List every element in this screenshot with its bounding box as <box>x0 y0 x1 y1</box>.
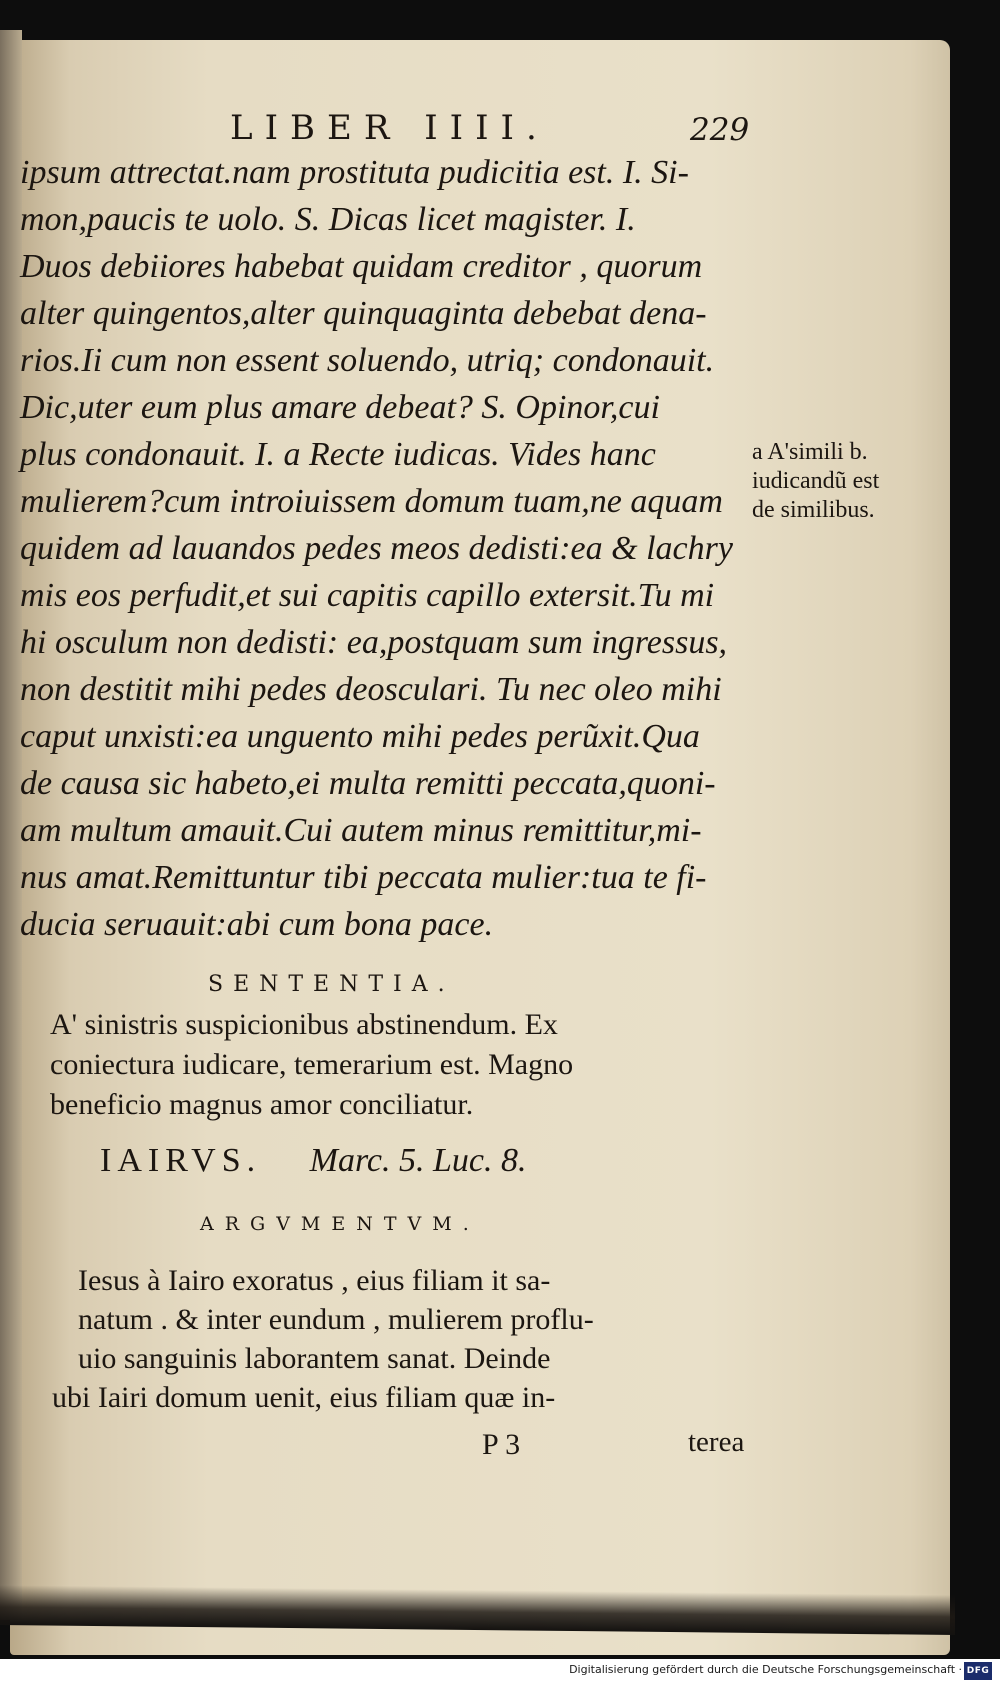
text-line: caput unxisti:ea unguento mihi pedes perũxit.Qua <box>20 718 700 755</box>
folio-number: 229 <box>690 112 750 148</box>
margin-note-line: de similibus. <box>752 497 875 523</box>
sententia-line: coniectura iudicare, temerarium est. Magno <box>50 1048 574 1081</box>
argumentum-heading: ARGVMENTVM. <box>200 1213 480 1235</box>
argumentum-line: Iesus à Iairo exoratus , eius filiam it sa- <box>78 1264 551 1297</box>
text-line: Duos debiiores habebat quidam creditor , quorum <box>20 248 703 285</box>
argumentum-line: uio sanguinis laborantem sanat. Deinde <box>78 1342 551 1375</box>
text-line: quidem ad lauandos pedes meos dedisti:ea & lachry <box>20 530 733 567</box>
running-head: LIBER IIII. <box>230 108 549 148</box>
chapter-heading <box>100 1142 527 1180</box>
margin-note-line: iudicandũ est <box>752 468 880 494</box>
chapter-reference: Marc. 5. Luc. 8. <box>309 1142 527 1179</box>
text-line: hi osculum non dedisti: ea,postquam sum ingressus, <box>20 624 728 661</box>
argumentum-line: ubi Iairi domum uenit, eius filiam quæ in- <box>52 1381 556 1414</box>
argumentum-line: natum . & inter eundum , mulierem proflu- <box>78 1303 594 1336</box>
chapter-title: IAIRVS. <box>100 1142 262 1179</box>
text-line: ducia seruauit:abi cum bona pace. <box>20 906 494 943</box>
text-line: ipsum attrectat.nam prostituta pudicitia est. I. Si- <box>20 154 689 191</box>
footer-credit: Digitalisierung gefördert durch die Deutsche Forschungsgemeinschaft · <box>569 1663 962 1676</box>
text-line: mon,paucis te uolo. S. Dicas licet magister. I. <box>20 201 636 238</box>
margin-note-line: a A'simili b. <box>752 439 868 465</box>
dfg-logo-icon: DFG <box>964 1662 992 1680</box>
text-line: rios.Ii cum non essent soluendo, utriq; condonauit. <box>20 342 715 379</box>
text-line: Dic,uter eum plus amare debeat? S. Opinor,cui <box>20 389 660 426</box>
text-line: de causa sic habeto,ei multa remitti peccata,quoni- <box>20 765 716 802</box>
text-line: am multum amauit.Cui autem minus remittitur,mi- <box>20 812 702 849</box>
text-line: nus amat.Remittuntur tibi peccata mulier:tua te fi- <box>20 859 707 896</box>
margin-note <box>752 438 937 525</box>
text-line: plus condonauit. I. a Recte iudicas. Vides hanc <box>20 436 656 473</box>
text-line: mis eos perfudit,et sui capitis capillo extersit.Tu mi <box>20 577 715 614</box>
sententia-line: beneficio magnus amor conciliatur. <box>50 1088 474 1121</box>
catchword: terea <box>688 1426 745 1458</box>
text-line: mulierem?cum introiuissem domum tuam,ne aquam <box>20 483 723 520</box>
text-line: non destitit mihi pedes deosculari. Tu nec oleo mihi <box>20 671 722 708</box>
sententia-heading: SENTENTIA. <box>208 972 455 997</box>
signature-mark: P 3 <box>482 1428 521 1461</box>
page-gutter-shadow <box>0 30 22 1620</box>
sententia-line: A' sinistris suspicionibus abstinendum. Ex <box>50 1008 558 1041</box>
text-line: alter quingentos,alter quinquaginta debebat dena- <box>20 295 707 332</box>
